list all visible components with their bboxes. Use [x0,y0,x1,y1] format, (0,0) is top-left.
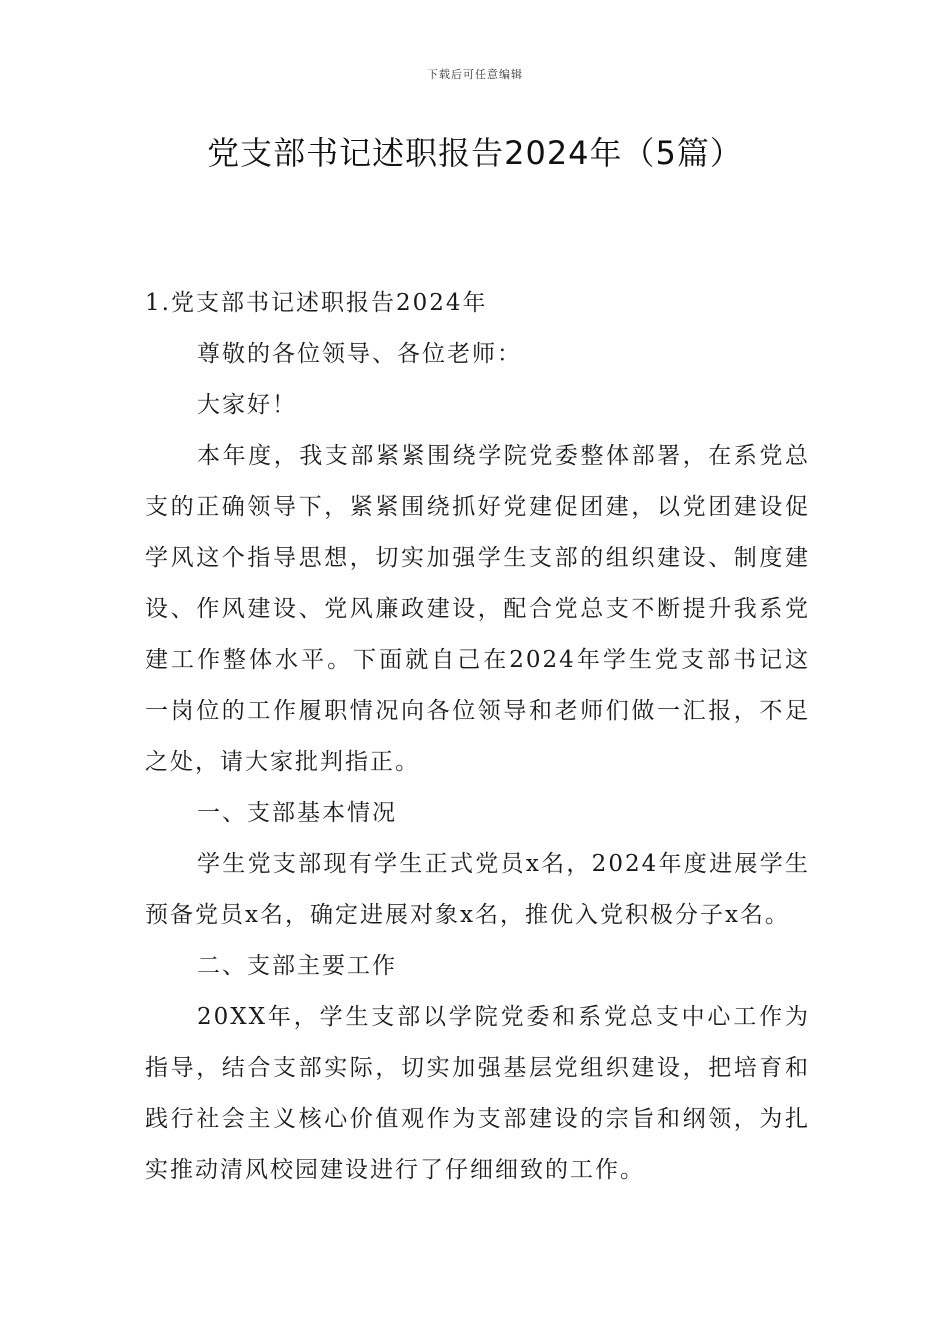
section-heading: 1.党支部书记述职报告2024年 [145,290,488,316]
salutation: 尊敬的各位领导、各位老师： [197,341,522,367]
subheading-main-work: 二、支部主要工作 [197,953,397,979]
paragraph-intro: 本年度，我支部紧紧围绕学院党委整体部署，在系党总支的正确领导下，紧紧围绕抓好党建促团建，以党团建设促学风这个指导思想，切实加强学生支部的组织建设、制度建设、作风建设、党风廉政建设，配合党总支不断提升我系党建工作整体水平。下面就自己在2024年学生党支部书记这一岗位的工作履职情况向各位领导和老师们做一汇报，不足之处，请大家批判指正。 [145,443,810,775]
document-title: 党支部书记述职报告2024年（5篇） [207,134,743,172]
header-note: 下载后可任意编辑 [427,68,523,81]
paragraph-basic-situation: 学生党支部现有学生正式党员x名，2024年度进展学生预备党员x名，确定进展对象x名，推优入党积极分子x名。 [145,851,810,928]
paragraph-main-work: 20XX年，学生支部以学院党委和系党总支中心工作为指导，结合支部实际，切实加强基层党组织建设，把培育和践行社会主义核心价值观作为支部建设的宗旨和纲领，为扎实推动清风校园建设进行了仔细细致的工作。 [145,1004,810,1183]
greeting: 大家好！ [197,392,297,418]
document-body [145,278,810,1196]
subheading-basic-situation: 一、支部基本情况 [197,800,397,826]
